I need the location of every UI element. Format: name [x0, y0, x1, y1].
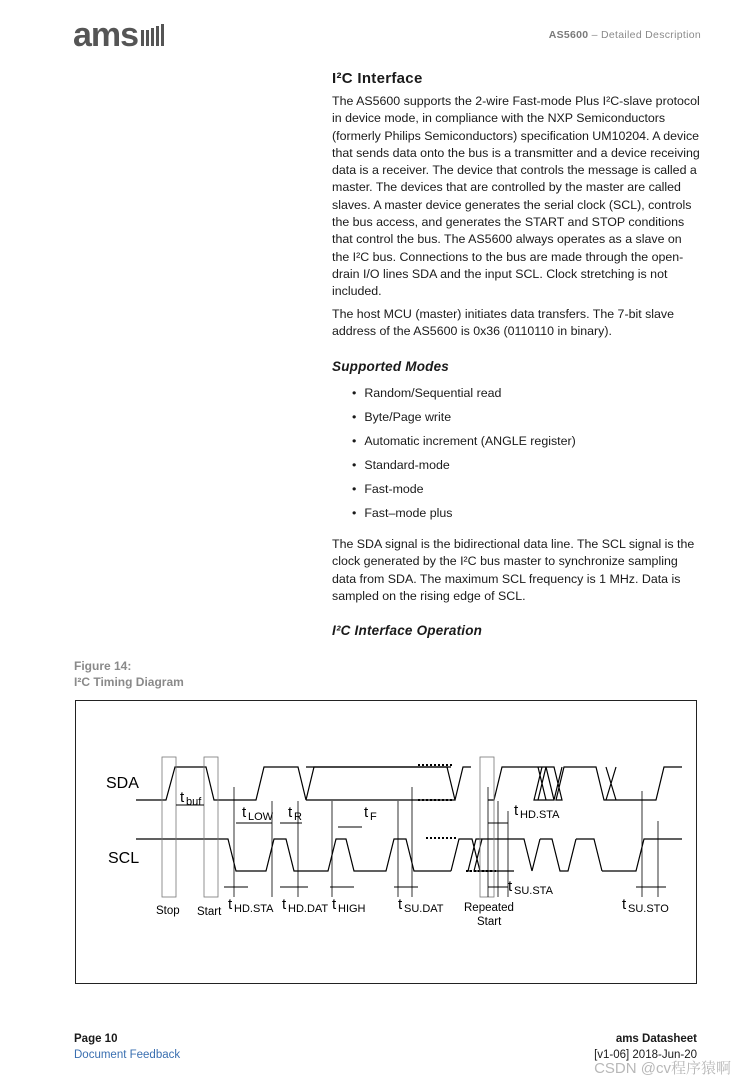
t-letter: t	[364, 804, 369, 821]
list-item: • Standard-mode	[352, 455, 576, 479]
tr-label: R	[294, 811, 302, 823]
footer-brand: ams Datasheet	[615, 1033, 697, 1045]
repeated-label: Repeated	[464, 902, 514, 914]
tbuf-label: buf	[186, 796, 202, 808]
thddat-label: HD.DAT	[288, 903, 329, 915]
list-item: • Automatic increment (ANGLE register)	[352, 431, 576, 455]
section-name: – Detailed Description	[591, 29, 701, 41]
t-letter: t	[508, 878, 513, 895]
i2c-paragraph-1: The AS5600 supports the 2-wire Fast-mode Plus I²C-slave protocol in device mode, in compliance with the NXP Semiconductors (formerly Philips Semiconductors) specification UM10204. A device that sends data onto the bus is a transmitter and a device receiving data is a receiver. The device that controls the message is called a master. The devices that are controlled by the master are called slaves. A master device generates the serial clock (SCL), controls the bus access, and generates the START and STOP conditions that control the bus. The AS5600 always operates as a slave on the I²C bus. Connections to the bus are made through the open-drain I/O lines SDA and the input SCL. Clock stretching is not included.	[332, 94, 700, 299]
repeated-start-label: Start	[477, 916, 502, 928]
thdsta-label: HD.STA	[234, 903, 274, 915]
sda-waveform-right	[488, 767, 682, 800]
operation-title: I²C Interface Operation	[332, 623, 483, 638]
t-letter: t	[332, 896, 337, 913]
list-item: • Fast-mode	[352, 479, 576, 503]
figure-caption	[74, 658, 184, 690]
sda-dotted	[418, 765, 454, 800]
ams-logo	[73, 18, 168, 50]
scl-dotted	[426, 838, 496, 871]
start-label: Start	[197, 906, 222, 918]
sda-paragraph: The SDA signal is the bidirectional data line. The SCL signal is the clock generated by the I²C bus master to synchronize sampling data from SDA. The maximum SCL frequency is 1 MHz. Data is sampled on the rising edge of SCL.	[332, 537, 695, 603]
footer-version: [v1-06] 2018-Jun-20	[594, 1049, 697, 1061]
start-marker-box	[204, 757, 218, 897]
list-item: • Random/Sequential read	[352, 383, 576, 407]
watermark: CSDN @cv程序猿啊	[594, 1060, 731, 1077]
scl-label: SCL	[108, 850, 140, 867]
t-letter: t	[622, 896, 627, 913]
thigh-label: HIGH	[338, 903, 366, 915]
supported-modes-title: Supported Modes	[332, 359, 449, 374]
sda-label: SDA	[106, 775, 139, 792]
repeated-start-marker-box	[480, 757, 494, 897]
stop-label: Stop	[156, 905, 180, 917]
page-number: Page 10	[74, 1033, 118, 1045]
t-letter: t	[398, 896, 403, 913]
scl-waveform	[136, 839, 494, 871]
timing-svg	[76, 701, 696, 983]
logo-text: ams	[73, 18, 139, 50]
thd-sta-top-label: HD.STA	[520, 809, 560, 821]
tsusto-label: SU.STO	[628, 903, 669, 915]
t-letter: t	[228, 896, 233, 913]
timing-diagram	[75, 700, 697, 984]
list-item: • Byte/Page write	[352, 407, 576, 431]
t-letter: t	[282, 896, 287, 913]
figure-title: I²C Timing Diagram	[74, 675, 184, 689]
scl-waveform-right	[468, 839, 682, 871]
sda-bus-top	[306, 767, 451, 800]
i2c-interface-title: I²C Interface	[332, 70, 423, 87]
figure-number: Figure 14:	[74, 659, 132, 673]
t-letter: t	[288, 804, 293, 821]
running-header	[549, 29, 701, 41]
supported-modes-list	[352, 383, 576, 527]
i2c-paragraph-2: The host MCU (master) initiates data transfers. The 7-bit slave address of the AS5600 is 0x36 (0110110 in binary).	[332, 307, 675, 339]
t-letter: t	[242, 804, 247, 821]
list-item: • Fast–mode plus	[352, 503, 576, 527]
footer-left	[74, 1031, 180, 1063]
tf-label: F	[370, 811, 377, 823]
logo-mark	[141, 24, 164, 46]
t-letter: t	[180, 789, 185, 806]
tsusta-label: SU.STA	[514, 885, 553, 897]
stop-marker-box	[162, 757, 176, 897]
tsudat-label: SU.DAT	[404, 903, 444, 915]
document-feedback-link[interactable]: Document Feedback	[74, 1049, 181, 1061]
doc-name: AS5600	[548, 29, 589, 41]
tlow-label: LOW	[248, 811, 274, 823]
t-letter: t	[514, 802, 519, 819]
